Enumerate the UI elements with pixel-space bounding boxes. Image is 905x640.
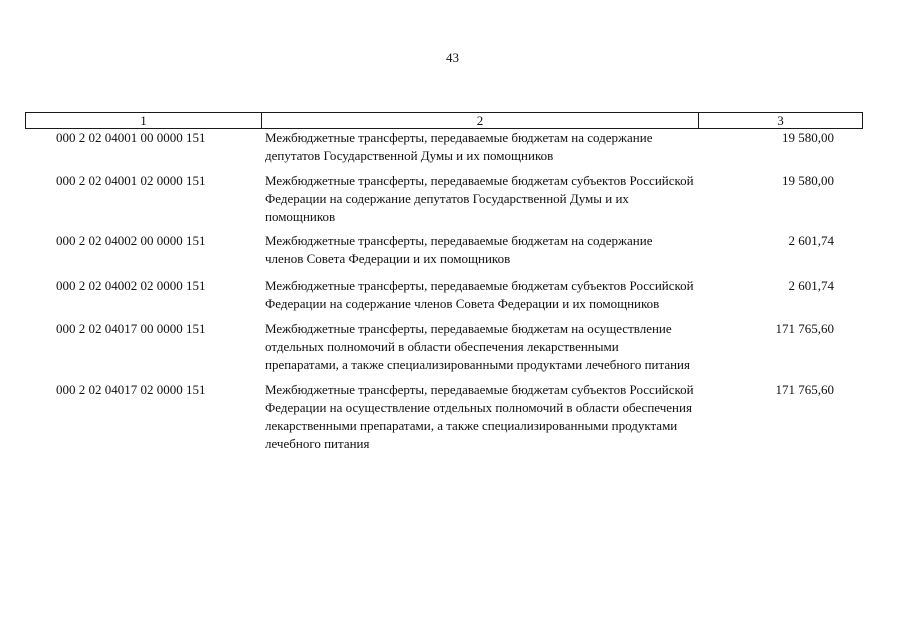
- row-amount: 2 601,74: [788, 278, 834, 293]
- row-description: Межбюджетные трансферты, передаваемые бюджетам субъектов Российской Федерации на содержание членов Совета Федерации и их помощников: [265, 278, 694, 311]
- row-description: Межбюджетные трансферты, передаваемые бюджетам на содержание членов Совета Федерации и их помощников: [265, 233, 653, 266]
- row-amount: 19 580,00: [782, 130, 834, 145]
- budget-code: 000 2 02 04017 00 0000 151: [56, 321, 206, 336]
- budget-code: 000 2 02 04001 00 0000 151: [56, 130, 206, 145]
- page-number: 43: [446, 50, 459, 65]
- row-amount: 171 765,60: [775, 321, 834, 336]
- table-row: [25, 320, 863, 374]
- budget-code: 000 2 02 04002 02 0000 151: [56, 278, 206, 293]
- table-row: [25, 232, 863, 268]
- header-col-2: 2: [262, 113, 699, 128]
- budget-code: 000 2 02 04001 02 0000 151: [56, 173, 206, 188]
- header-col-1: 1: [26, 113, 262, 128]
- table-row: [25, 277, 863, 313]
- table-header: [25, 112, 863, 129]
- row-description: Межбюджетные трансферты, передаваемые бюджетам субъектов Российской Федерации на содержание депутатов Государственной Думы и их помощников: [265, 173, 694, 224]
- row-description: Межбюджетные трансферты, передаваемые бюджетам субъектов Российской Федерации на осуществление отдельных полномочий в области обеспечения лекарственными препаратами, а также специализированными продуктами лечебного питания: [265, 382, 694, 451]
- budget-code: 000 2 02 04017 02 0000 151: [56, 382, 206, 397]
- row-amount: 171 765,60: [775, 382, 834, 397]
- header-col-3: 3: [777, 113, 784, 128]
- budget-code: 000 2 02 04002 00 0000 151: [56, 233, 206, 248]
- table-row: [25, 172, 863, 226]
- row-amount: 19 580,00: [782, 173, 834, 188]
- row-description: Межбюджетные трансферты, передаваемые бюджетам на осуществление отдельных полномочий в области обеспечения лекарственными препаратами, а также специализированными продуктами лечебного питания: [265, 321, 690, 372]
- table-row: [25, 129, 863, 165]
- table-row: [25, 381, 863, 453]
- row-amount: 2 601,74: [788, 233, 834, 248]
- budget-table: [25, 112, 863, 461]
- row-description: Межбюджетные трансферты, передаваемые бюджетам на содержание депутатов Государственной Думы и их помощников: [265, 130, 653, 163]
- table-body: [25, 129, 863, 453]
